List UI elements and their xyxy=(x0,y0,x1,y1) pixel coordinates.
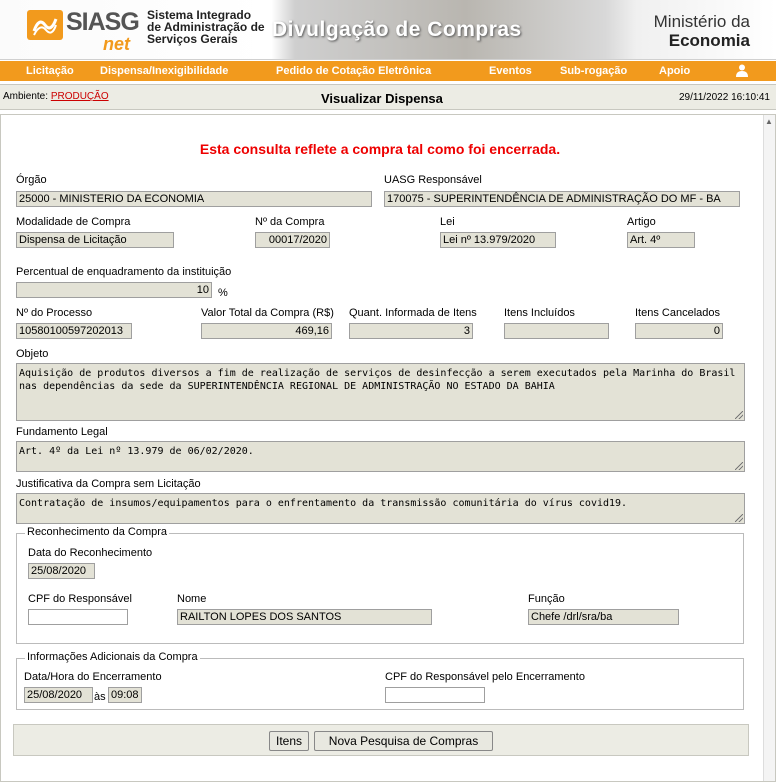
adicionais-group xyxy=(16,651,744,710)
logo-sub: net xyxy=(103,34,130,54)
nav-item-apoio[interactable]: Apoio xyxy=(659,65,691,77)
nav-item-dispensa[interactable]: Dispensa/Inexigibilidade xyxy=(100,65,229,77)
page-title: Visualizar Dispensa xyxy=(321,91,443,106)
quant-itens-field: 3 xyxy=(349,323,473,339)
resize-grip-icon[interactable] xyxy=(735,462,743,470)
justificativa-label: Justificativa da Compra sem Licitação xyxy=(16,478,201,490)
resize-grip-icon[interactable] xyxy=(735,411,743,419)
percentual-unit: % xyxy=(218,287,228,299)
percentual-label: Percentual de enquadramento da instituição xyxy=(16,266,232,278)
data-encerramento-field: 25/08/2020 xyxy=(24,687,93,703)
environment-bar xyxy=(0,84,776,110)
fundamento-textarea[interactable] xyxy=(16,441,745,472)
system-name: Sistema Integrado de Administração de Serviços Gerais xyxy=(147,8,265,46)
hora-encerramento-field: 09:08 xyxy=(108,687,142,703)
valor-total-field: 469,16 xyxy=(201,323,332,339)
resize-grip-icon[interactable] xyxy=(735,514,743,522)
cpf-responsavel-label: CPF do Responsável xyxy=(28,593,132,605)
nova-pesquisa-button[interactable]: Nova Pesquisa de Compras xyxy=(314,731,493,751)
itens-button[interactable]: Itens xyxy=(269,731,309,751)
cpf-responsavel-field xyxy=(28,609,128,625)
banner-title: Divulgação de Compras xyxy=(272,18,522,41)
nav-item-sub-rogacao[interactable]: Sub-rogação xyxy=(560,65,628,77)
funcao-field: Chefe /drl/sra/ba xyxy=(528,609,679,625)
data-reconhecimento-label: Data do Reconhecimento xyxy=(28,547,153,559)
button-bar xyxy=(13,724,749,756)
data-reconhecimento-field: 25/08/2020 xyxy=(28,563,95,579)
percentual-field: 10 xyxy=(16,282,212,298)
numero-compra-label: Nº da Compra xyxy=(255,216,325,228)
nav-item-pedido-cotacao[interactable]: Pedido de Cotação Eletrônica xyxy=(276,65,432,77)
cpf-encerramento-field xyxy=(385,687,485,703)
modalidade-label: Modalidade de Compra xyxy=(16,216,131,228)
itens-cancelados-label: Itens Cancelados xyxy=(635,307,720,319)
funcao-label: Função xyxy=(528,593,565,605)
fundamento-label: Fundamento Legal xyxy=(16,426,108,438)
quant-itens-label: Quant. Informada de Itens xyxy=(349,307,477,319)
siasg-logo-icon xyxy=(27,10,63,40)
ministry-name xyxy=(654,12,750,50)
header-banner xyxy=(0,0,776,60)
processo-label: Nº do Processo xyxy=(16,307,93,319)
lei-field: Lei nº 13.979/2020 xyxy=(440,232,556,248)
reconhecimento-group xyxy=(16,526,744,644)
main-content xyxy=(0,114,776,782)
orgao-field: 25000 - MINISTERIO DA ECONOMIA xyxy=(16,191,372,207)
fundamento-text: Art. 4º da Lei nº 13.979 de 06/02/2020. xyxy=(19,446,254,457)
itens-incluidos-field xyxy=(504,323,609,339)
nome-label: Nome xyxy=(177,593,207,605)
justificativa-textarea[interactable] xyxy=(16,493,745,524)
nav-item-eventos[interactable]: Eventos xyxy=(489,65,532,77)
cpf-encerramento-label: CPF do Responsável pelo Encerramento xyxy=(385,671,585,683)
scrollbar[interactable] xyxy=(763,115,775,781)
itens-incluidos-label: Itens Incluídos xyxy=(504,307,575,319)
numero-compra-field: 00017/2020 xyxy=(255,232,330,248)
lei-label: Lei xyxy=(440,216,455,228)
reconhecimento-legend: Reconhecimento da Compra xyxy=(27,526,168,538)
user-icon[interactable] xyxy=(736,64,748,80)
timestamp: 29/11/2022 16:10:41 xyxy=(678,92,770,103)
modalidade-field: Dispensa de Licitação xyxy=(16,232,174,248)
nome-field: RAILTON LOPES DOS SANTOS xyxy=(177,609,432,625)
artigo-field: Art. 4º xyxy=(627,232,695,248)
ministry-line2: Economia xyxy=(668,31,750,50)
objeto-text: Aquisição de produtos diversos a fim de realização de serviços de desinfecção a serem executados pela Marinha do Brasil nas dependências da sede da SUPERINTENDÊNCIA REGIONAL DE ADMINISTRAÇÃO NO ESTADO DA BAHIA xyxy=(19,368,736,392)
top-nav xyxy=(0,61,776,81)
processo-field: 10580100597202013 xyxy=(16,323,132,339)
adicionais-legend: Informações Adicionais da Compra xyxy=(27,651,198,663)
nav-item-licitacao[interactable]: Licitação xyxy=(26,65,74,77)
ambiente-label: Ambiente: xyxy=(3,91,49,102)
data-hora-encerramento-label: Data/Hora do Encerramento xyxy=(24,671,162,683)
valor-total-label: Valor Total da Compra (R$) xyxy=(201,307,334,319)
ministry-line1: Ministério da xyxy=(653,12,750,31)
itens-cancelados-field: 0 xyxy=(635,323,723,339)
uasg-label: UASG Responsável xyxy=(384,174,482,186)
scroll-up-icon[interactable]: ▲ xyxy=(765,117,773,126)
ambiente-link[interactable]: PRODUÇÃO xyxy=(50,91,109,102)
as-label: às xyxy=(94,691,106,703)
orgao-label: Órgão xyxy=(16,174,47,186)
environment-label xyxy=(3,91,109,102)
justificativa-text: Contratação de insumos/equipamentos para o enfrentamento da transmissão comunitária do vírus covid19. xyxy=(19,498,628,509)
notice-message: Esta consulta reflete a compra tal como foi encerrada. xyxy=(199,141,561,157)
objeto-textarea[interactable] xyxy=(16,363,745,421)
objeto-label: Objeto xyxy=(16,348,49,360)
artigo-label: Artigo xyxy=(627,216,656,228)
logo-text: SIASG xyxy=(66,8,139,36)
uasg-field: 170075 - SUPERINTENDÊNCIA DE ADMINISTRAÇÃO DO MF - BA xyxy=(384,191,740,207)
